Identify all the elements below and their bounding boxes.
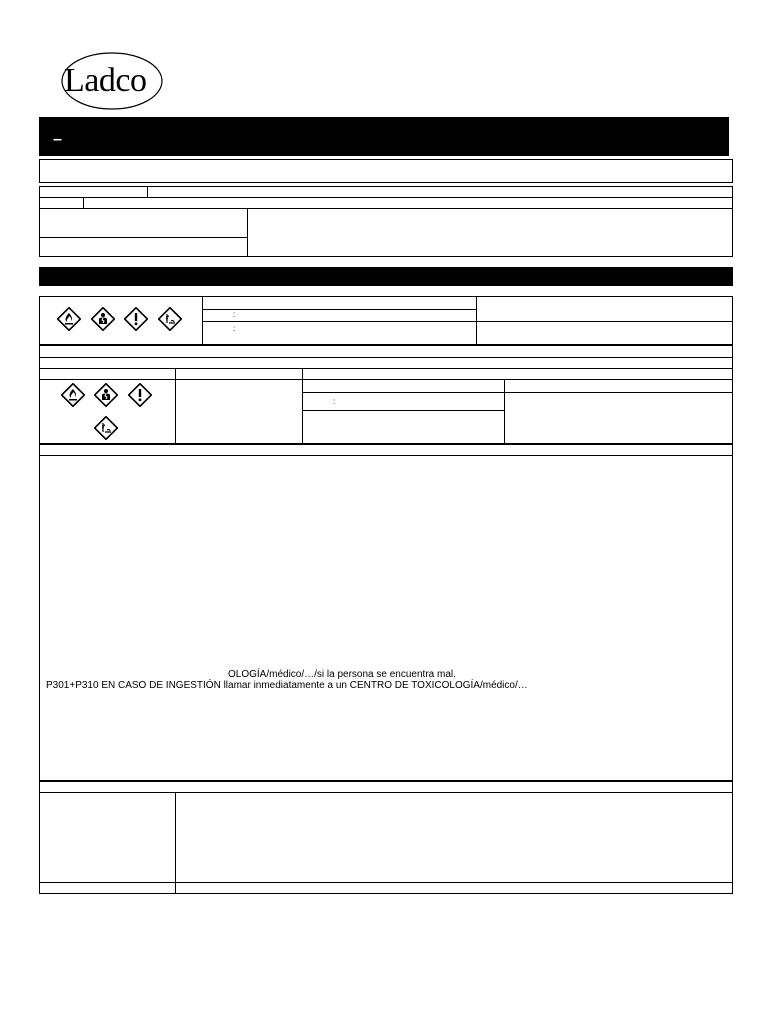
table-rule [202,321,733,322]
title-bar-mark: – [53,131,62,148]
table-rule [504,379,505,444]
table-rule [202,309,476,310]
table-rule [39,379,733,380]
health-hazard-icon [91,307,115,331]
title-bar [39,117,729,156]
colon-mark: : [333,397,336,406]
bottom-table [39,792,733,894]
table-rule [39,882,733,883]
environment-icon [158,307,182,331]
table-rule [175,368,176,444]
table-rule [302,392,733,393]
colon-mark: : [233,324,236,333]
health-hazard-icon [94,383,118,407]
precautionary-statements-box [39,455,733,781]
table-rule [39,197,733,198]
precautionary-statement-line: P301+P310 EN CASO DE INGESTIÓN llamar inmediatamente a un CENTRO DE TOXICOLOGÍA/médico/… [46,680,528,691]
colon-mark: : [233,310,236,319]
flame-icon [61,383,85,407]
flame-icon [57,307,81,331]
table-rule [175,792,176,894]
logo-text: Ladco [64,62,147,99]
table-rule [302,410,504,411]
table-rule [302,368,303,444]
table-rule [247,208,248,257]
exclamation-icon [124,307,148,331]
exclamation-icon [128,383,152,407]
environment-icon [94,416,118,440]
precautionary-statement-line: OLOGÍA/médico/…/si la persona se encuentra mal. [228,669,456,680]
table-rule [147,186,148,197]
company-logo [58,50,168,112]
table-rule [39,208,733,209]
table-rule [83,197,84,208]
product-identifier-box [39,159,733,183]
section-2-header-bar [39,267,733,286]
table-rule [39,237,247,238]
